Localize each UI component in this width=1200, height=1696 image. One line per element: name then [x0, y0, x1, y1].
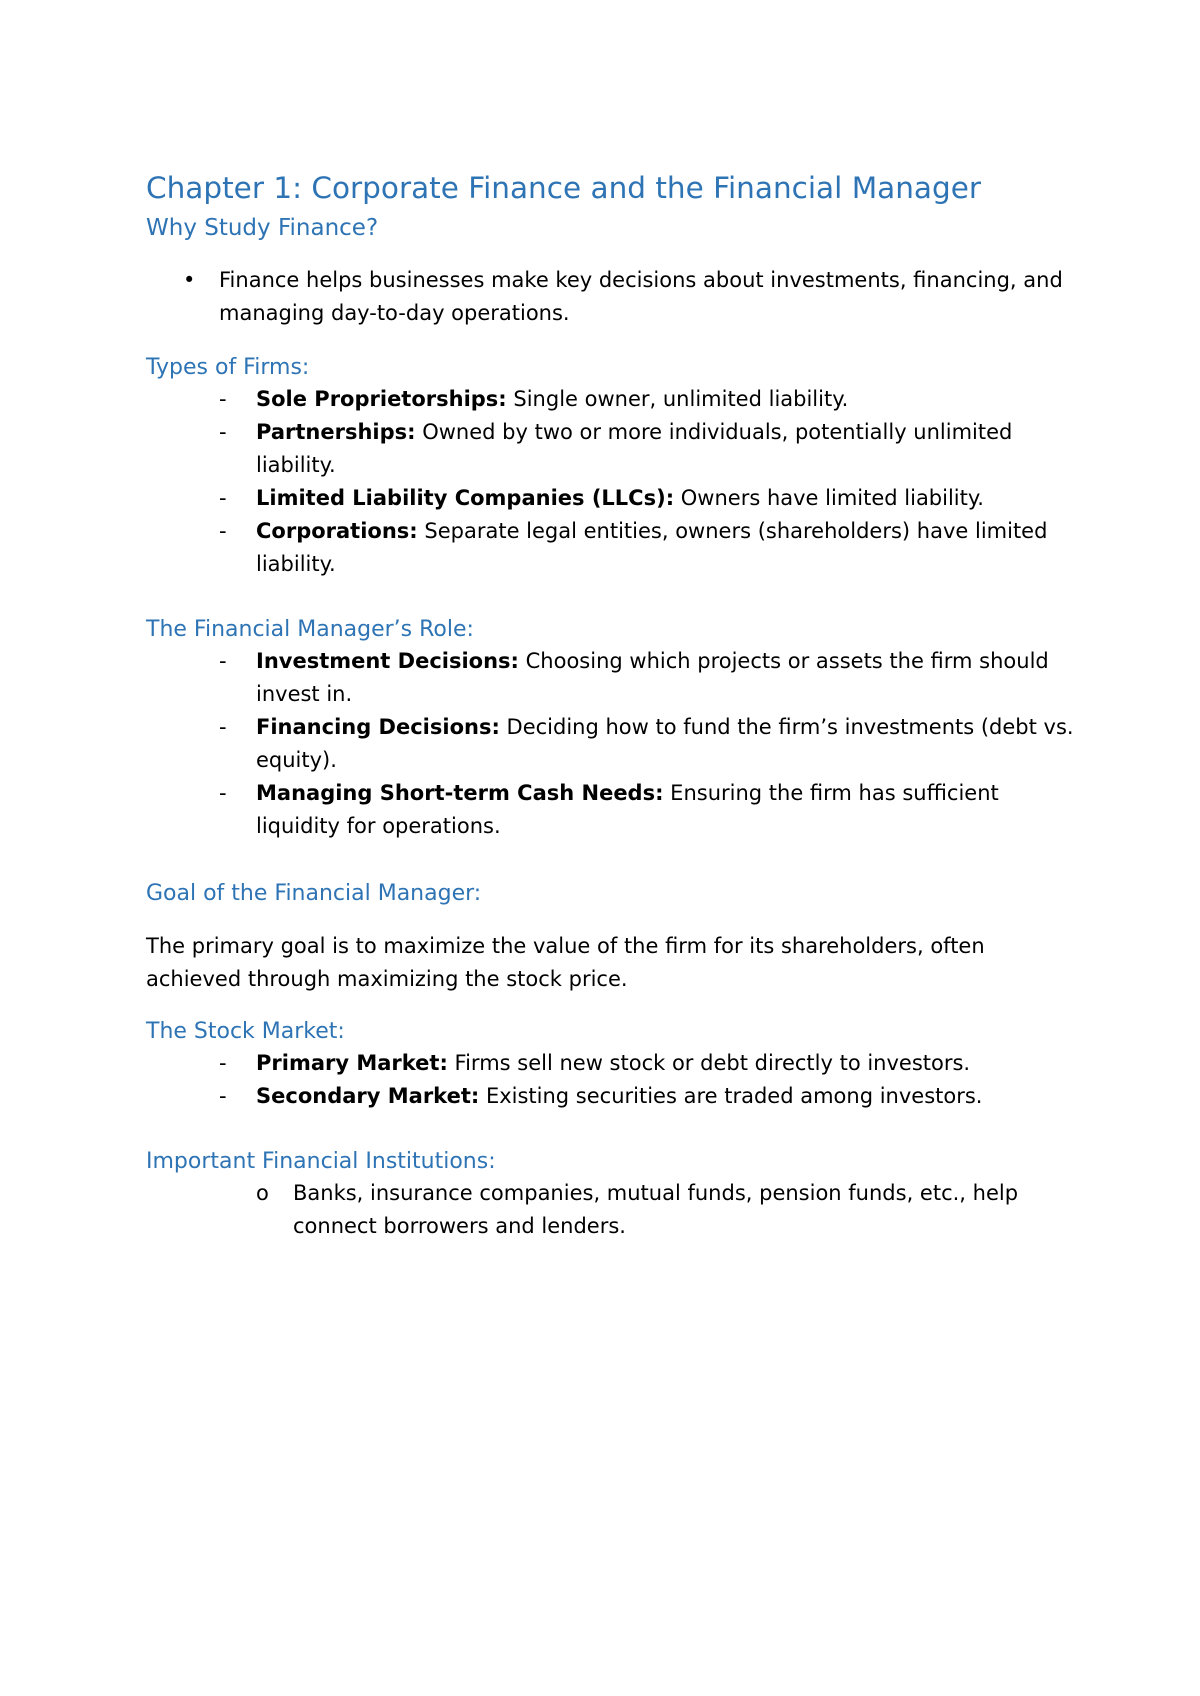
item-text: Ensuring the firm has sufficient liquidity for operations. [256, 781, 999, 838]
role-list [146, 645, 1076, 843]
dash-marker: - [219, 781, 227, 805]
list-item [146, 1080, 1076, 1113]
dash-marker: - [219, 1084, 227, 1108]
market-list [146, 1047, 1076, 1113]
list-item [146, 711, 1076, 777]
item-text: Owners have limited liability. [674, 486, 984, 510]
heading-types-of-firms: Types of Firms: [146, 355, 310, 380]
heading-financial-manager-role: The Financial Manager’s Role: [146, 617, 474, 642]
list-item [146, 416, 1076, 482]
why-list [146, 264, 1076, 330]
heading-financial-institutions: Important Financial Institutions: [146, 1149, 496, 1174]
item-term: Secondary Market: [256, 1084, 480, 1108]
item-term: Corporations: [256, 519, 418, 543]
dash-marker: - [219, 486, 227, 510]
item-term: Financing Decisions: [256, 715, 500, 739]
dash-marker: - [219, 420, 227, 444]
document-page [146, 166, 1076, 1243]
item-term: Managing Short-term Cash Needs: [256, 781, 664, 805]
item-text: Banks, insurance companies, mutual funds, pension funds, etc., help connect borrowers and lenders. [293, 1181, 1019, 1238]
page-title: Chapter 1: Corporate Finance and the Financial Manager [146, 171, 982, 205]
heading-why-study-finance: Why Study Finance? [146, 215, 379, 241]
heading-stock-market: The Stock Market: [146, 1019, 345, 1044]
institutions-list [146, 1177, 1076, 1243]
item-text: Deciding how to fund the firm’s investments (debt vs. equity). [256, 715, 1074, 772]
list-item [146, 1177, 1076, 1243]
circle-marker: o [256, 1181, 269, 1205]
item-term: Sole Proprietorships: [256, 387, 507, 411]
list-item [146, 645, 1076, 711]
dash-marker: - [219, 519, 227, 543]
dash-marker: - [219, 1051, 227, 1075]
heading-goal-of-financial-manager: Goal of the Financial Manager: [146, 881, 482, 906]
list-item [146, 482, 1076, 515]
list-item [146, 1047, 1076, 1080]
item-term: Partnerships: [256, 420, 416, 444]
item-text: Existing securities are traded among investors. [479, 1084, 983, 1108]
item-text: Firms sell new stock or debt directly to investors. [447, 1051, 971, 1075]
bullet-marker: • [183, 268, 196, 292]
item-text: Choosing which projects or assets the firm should invest in. [256, 649, 1049, 706]
list-item [146, 383, 1076, 416]
list-item [146, 515, 1076, 581]
list-item [146, 264, 1076, 330]
dash-marker: - [219, 387, 227, 411]
dash-marker: - [219, 649, 227, 673]
item-text: Separate legal entities, owners (shareholders) have limited liability. [256, 519, 1048, 576]
types-list [146, 383, 1076, 581]
item-text: Owned by two or more individuals, potentially unlimited liability. [256, 420, 1013, 477]
list-item [146, 777, 1076, 843]
goal-paragraph: The primary goal is to maximize the value of the firm for its shareholders, often achieved through maximizing the stock price. [146, 934, 985, 991]
item-term: Primary Market: [256, 1051, 448, 1075]
item-term: Investment Decisions: [256, 649, 519, 673]
item-text: Single owner, unlimited liability. [506, 387, 849, 411]
item-term: Limited Liability Companies (LLCs): [256, 486, 675, 510]
dash-marker: - [219, 715, 227, 739]
item-text: Finance helps businesses make key decisions about investments, financing, and managing day-to-day operations. [219, 268, 1063, 325]
